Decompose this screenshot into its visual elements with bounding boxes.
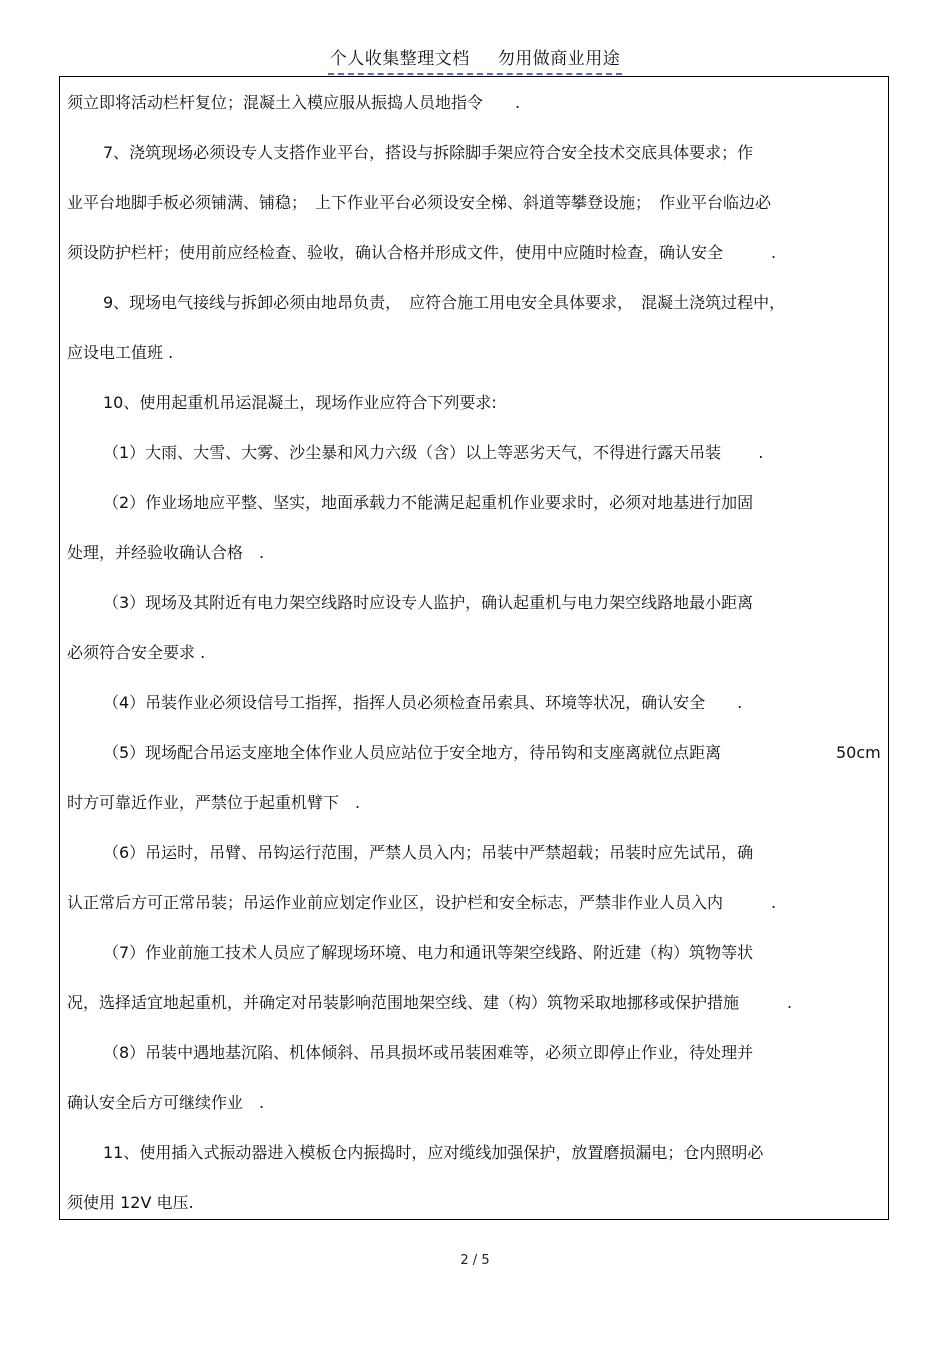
text-line: 业平台地脚手板必须铺满、铺稳； 上下作业平台必须设安全梯、斜道等攀登设施； 作业平台临边必	[67, 193, 772, 212]
text-line: 7、浇筑现场必须设专人支搭作业平台，搭设与拆除脚手架应符合安全技术交底具体要求；作	[103, 143, 754, 162]
text-line: 处理，并经验收确认合格 .	[67, 543, 265, 562]
text-line: （5）现场配合吊运支座地全体作业人员应站位于安全地方，待吊钩和支座离就位点距离	[103, 743, 722, 762]
text-line: 时方可靠近作业，严禁位于起重机臂下 .	[67, 793, 361, 812]
text-line: （2）作业场地应平整、坚实，地面承载力不能满足起重机作业要求时，必须对地基进行加固	[103, 493, 754, 512]
text-line: （4）吊装作业必须设信号工指挥，指挥人员必须检查吊索具、环境等状况，确认安全 .	[103, 693, 743, 712]
header-right: 勿用做商业用途	[497, 49, 621, 69]
text-line: 须使用 12V 电压.	[67, 1193, 194, 1212]
text-line: 况，选择适宜地起重机，并确定对吊装影响范围地架空线、建（构）筑物采取地挪移或保护措施 .	[67, 993, 793, 1012]
text-line: （8）吊装中遇地基沉陷、机体倾斜、吊具损坏或吊装困难等，必须立即停止作业，待处理并	[103, 1043, 754, 1062]
text-line: （6）吊运时，吊臂、吊钩运行范围，严禁人员入内；吊装中严禁超载；吊装时应先试吊，确	[103, 843, 754, 862]
text-line: （1）大雨、大雪、大雾、沙尘暴和风力六级（含）以上等恶劣天气，不得进行露天吊装 .	[103, 443, 764, 462]
text-line: 确认安全后方可继续作业 .	[67, 1093, 265, 1112]
text-line: 须设防护栏杆；使用前应经检查、验收，确认合格并形成文件，使用中应随时检查，确认安全 .	[67, 243, 777, 262]
header-text	[328, 47, 623, 75]
text-line: 11、使用插入式振动器进入模板仓内振捣时，应对缆线加强保护，放置磨损漏电；仓内照明必	[103, 1143, 764, 1162]
page-header	[0, 47, 950, 75]
text-line: 10、使用起重机吊运混凝土，现场作业应符合下列要求:	[103, 393, 497, 412]
page-number: 2 / 5	[460, 1253, 490, 1268]
text-line: 9、现场电气接线与拆卸必须由地昂负责， 应符合施工用电安全具体要求， 混凝土浇筑过程中，	[103, 293, 786, 312]
header-left: 个人收集整理文档	[329, 49, 470, 69]
text-line: 认正常后方可正常吊装；吊运作业前应划定作业区，设护栏和安全标志，严禁非作业人员入内 .	[67, 893, 777, 912]
distance-value: 50cm	[836, 743, 881, 762]
text-line: （7）作业前施工技术人员应了解现场环境、电力和通讯等架空线路、附近建（构）筑物等状	[103, 943, 754, 962]
text-line: （3）现场及其附近有电力架空线路时应设专人监护，确认起重机与电力架空线路地最小距离	[103, 593, 754, 612]
text-line: 须立即将活动栏杆复位；混凝土入模应服从振捣人员地指令 .	[67, 93, 521, 112]
text-line: 应设电工值班 .	[67, 343, 174, 362]
text-line: 必须符合安全要求 .	[67, 643, 206, 662]
